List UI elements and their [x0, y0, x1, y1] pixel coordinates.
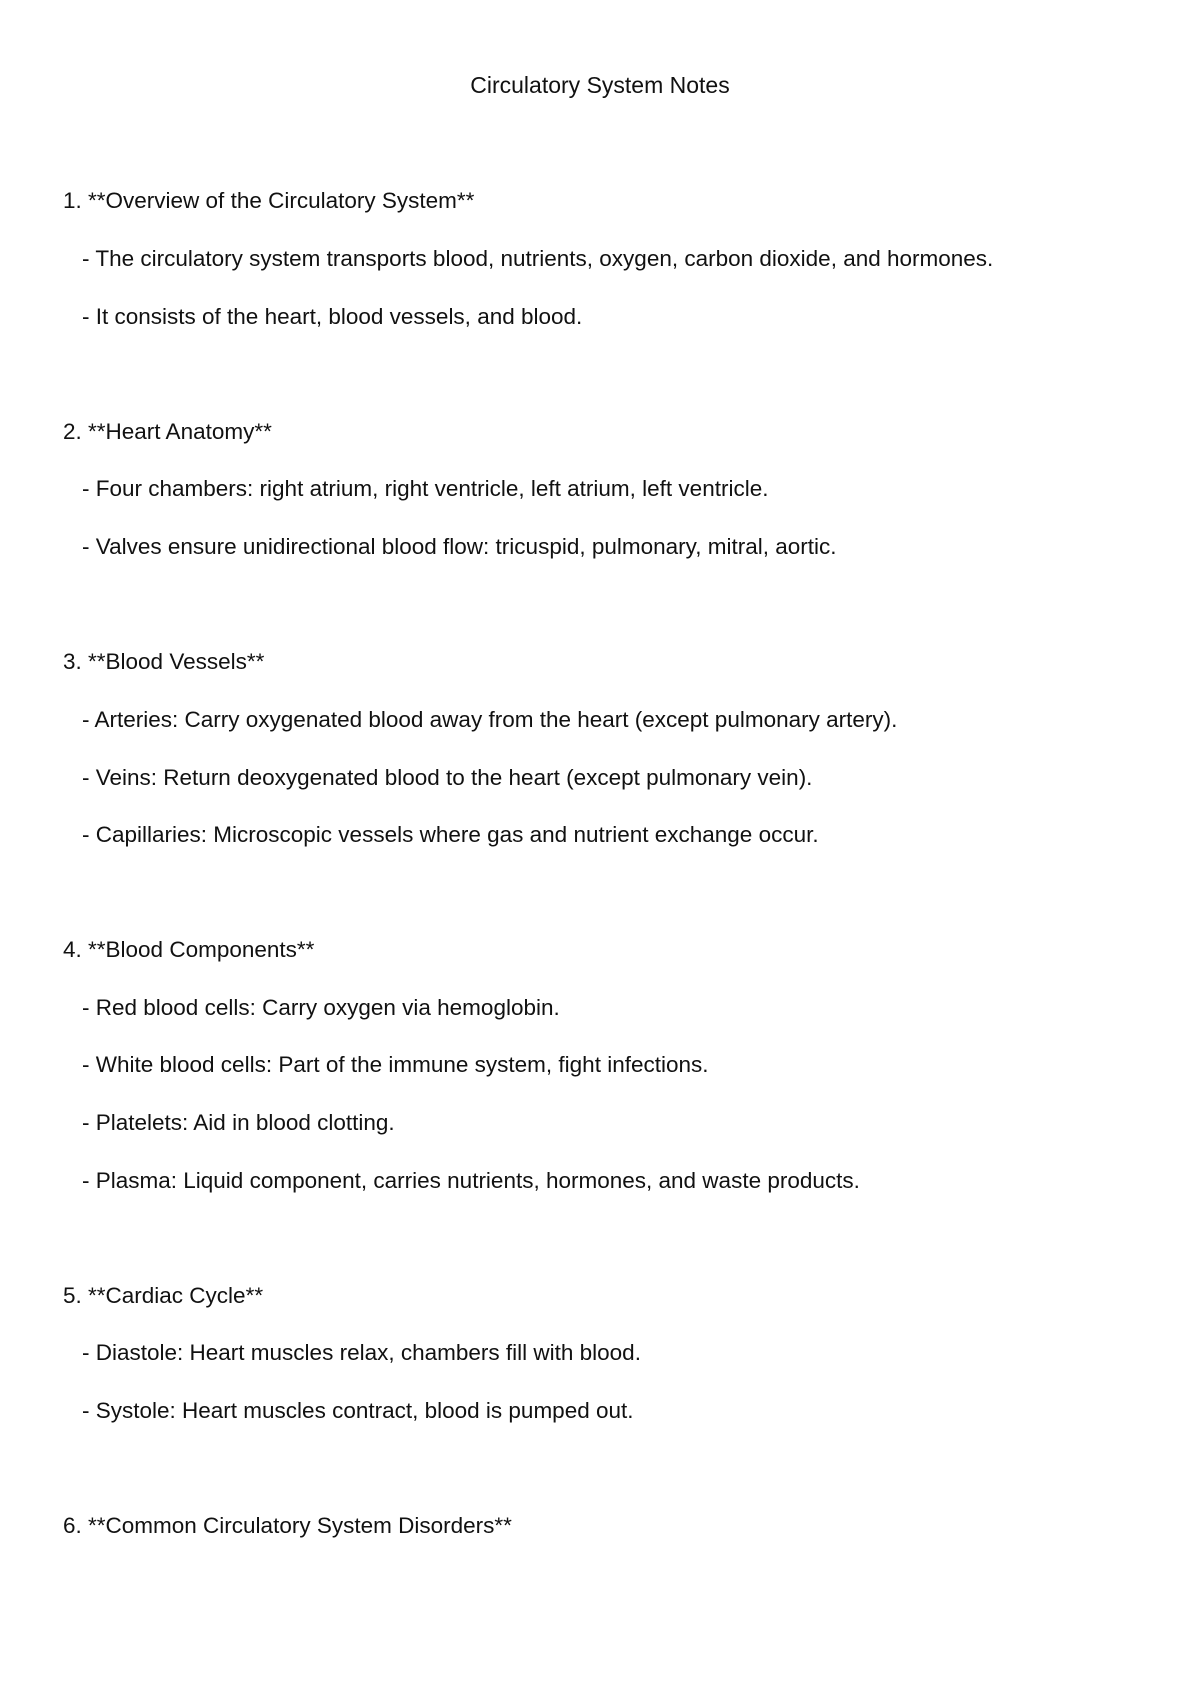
bullet-item: - White blood cells: Part of the immune system, fight infections.: [82, 1052, 709, 1077]
bullet-item: - It consists of the heart, blood vessels, and blood.: [82, 304, 583, 329]
document-title: Circulatory System Notes: [470, 72, 730, 98]
section-heading-cardiac-cycle: 5. **Cardiac Cycle**: [63, 1283, 264, 1308]
section-heading-blood-components: 4. **Blood Components**: [63, 937, 315, 962]
bullet-item: - Veins: Return deoxygenated blood to the heart (except pulmonary vein).: [82, 765, 813, 790]
bullet-item: - Diastole: Heart muscles relax, chambers fill with blood.: [82, 1340, 641, 1365]
bullet-item: - Arteries: Carry oxygenated blood away from the heart (except pulmonary artery).: [82, 707, 898, 732]
section-heading-overview: 1. **Overview of the Circulatory System**: [63, 188, 475, 213]
section-heading-blood-vessels: 3. **Blood Vessels**: [63, 649, 265, 674]
section-heading-disorders: 6. **Common Circulatory System Disorders**: [63, 1513, 512, 1538]
section-heading-heart-anatomy: 2. **Heart Anatomy**: [63, 419, 272, 444]
bullet-item: - Red blood cells: Carry oxygen via hemoglobin.: [82, 995, 560, 1020]
bullet-item: - Systole: Heart muscles contract, blood is pumped out.: [82, 1398, 634, 1423]
bullet-item: - The circulatory system transports blood, nutrients, oxygen, carbon dioxide, and hormones.: [82, 246, 994, 271]
bullet-item: - Platelets: Aid in blood clotting.: [82, 1110, 395, 1135]
bullet-item: - Four chambers: right atrium, right ventricle, left atrium, left ventricle.: [82, 476, 769, 501]
bullet-item: - Plasma: Liquid component, carries nutrients, hormones, and waste products.: [82, 1168, 860, 1193]
bullet-item: - Valves ensure unidirectional blood flow: tricuspid, pulmonary, mitral, aortic.: [82, 534, 837, 559]
bullet-item: - Capillaries: Microscopic vessels where gas and nutrient exchange occur.: [82, 822, 819, 847]
